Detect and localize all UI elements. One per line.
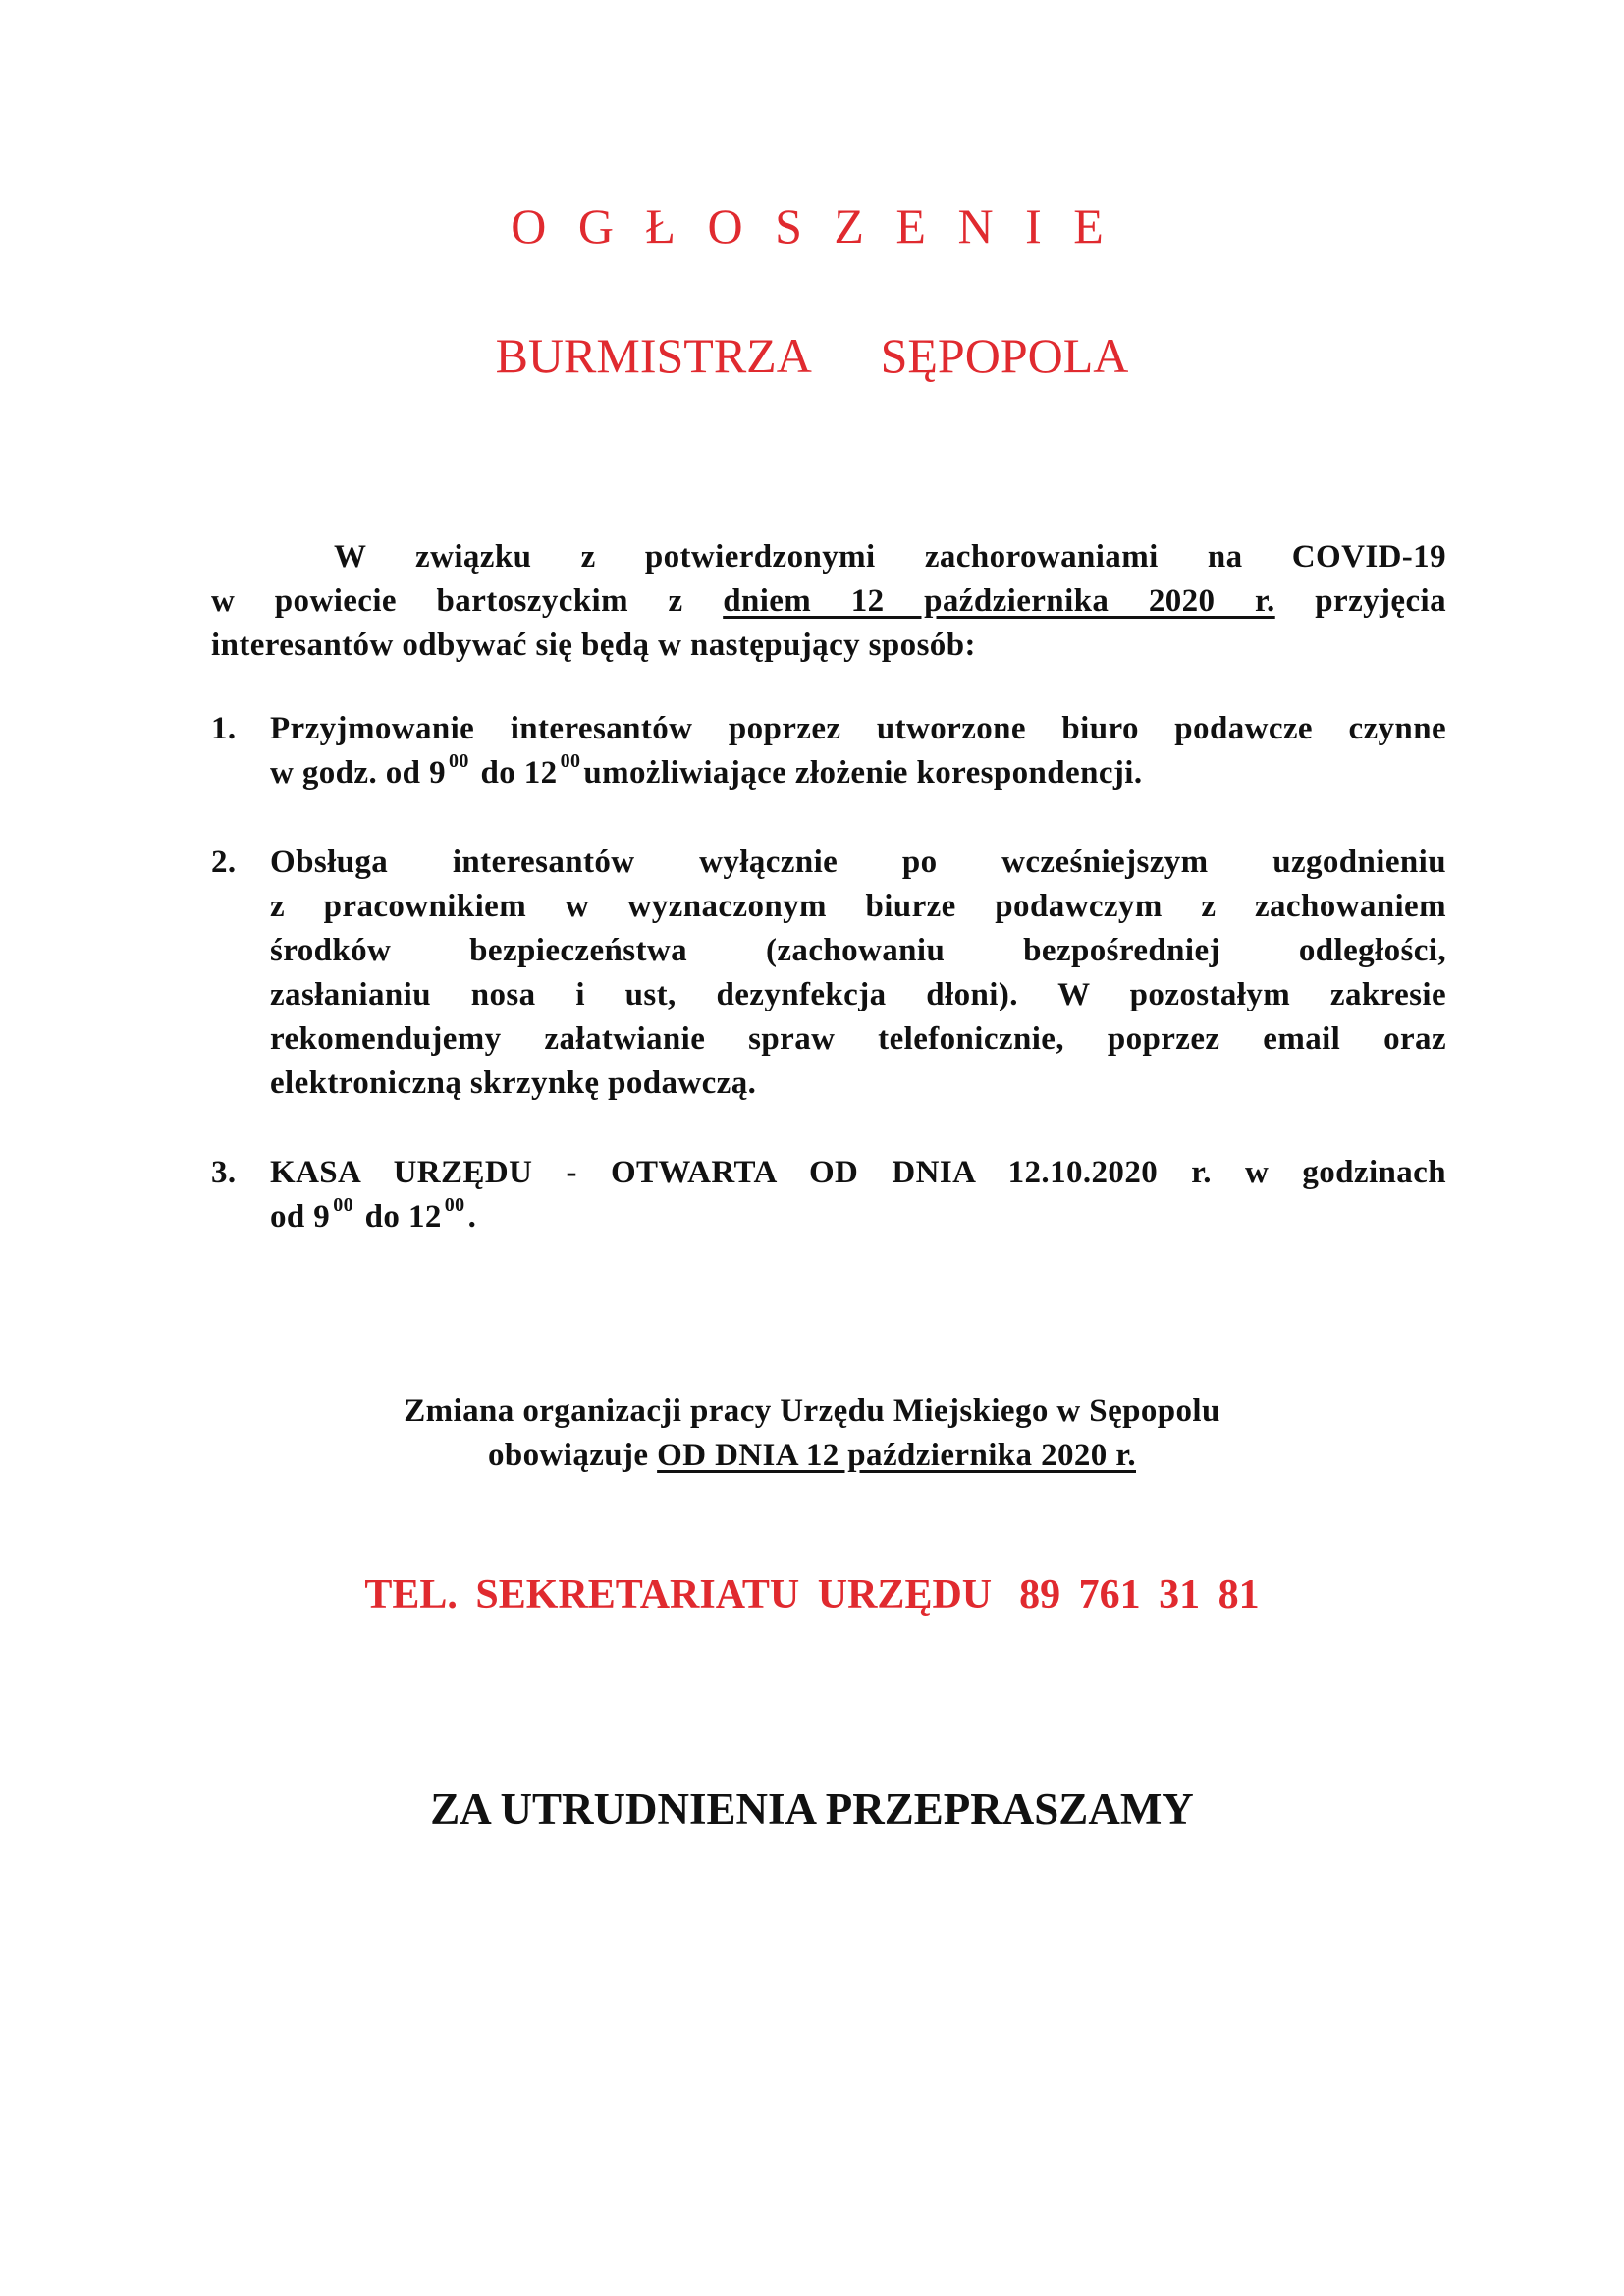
organization-change-notice xyxy=(0,1390,1624,1478)
cash-hours-to: do 12 xyxy=(364,1199,442,1234)
item-1-line-2 xyxy=(270,751,1446,795)
hours-from-minutes: 00 xyxy=(449,750,469,772)
item-1-line-1: Przyjmowanie interesantów poprzez utworzone biuro podawcze czynne xyxy=(270,711,1446,746)
phone-line xyxy=(0,1568,1624,1621)
intro-line-2 xyxy=(211,579,1446,624)
intro-line-2-end: przyjęcia xyxy=(1274,583,1446,619)
item-2-line-1: Obsługa interesantów wyłącznie po wcześniejszym uzgodnieniu xyxy=(270,845,1446,880)
cash-hours-from: od 9 xyxy=(270,1199,331,1234)
hours-to: do 12 xyxy=(480,755,558,791)
list-item-body xyxy=(270,707,1446,795)
intro-line-2-start: w powiecie bartoszyckim z xyxy=(211,583,724,619)
change-line-2 xyxy=(0,1434,1624,1478)
item-1-line-2-end: umożliwiające złożenie korespondencji. xyxy=(583,755,1143,791)
phone-label: TEL. SEKRETARIATU URZĘDU xyxy=(364,1572,993,1617)
item-2-line-4: zasłanianiu nosa i ust, dezynfekcja dłoni). W pozostałym zakresie xyxy=(270,977,1446,1012)
hours-from: w godz. od 9 xyxy=(270,755,446,791)
item-3-line-2 xyxy=(270,1195,1446,1239)
hours-to-minutes: 00 xyxy=(560,750,581,772)
intro-date-underlined: dniem 12 października 2020 r. xyxy=(723,583,1275,619)
announcement-subtitle xyxy=(0,326,1624,385)
change-line-1: Zmiana organizacji pracy Urzędu Miejskiego w Sępopolu xyxy=(404,1394,1220,1429)
item-2-line-5: rekomendujemy załatwianie spraw telefonicznie, poprzez email oraz xyxy=(270,1021,1446,1057)
announcement-title: O G Ł O S Z E N I E xyxy=(511,198,1113,253)
list-item-body xyxy=(270,1151,1446,1239)
subtitle-town: SĘPOPOLA xyxy=(880,328,1129,383)
phone-number: 89 761 31 81 xyxy=(1019,1572,1260,1617)
item-3-line-1: KASA URZĘDU - OTWARTA OD DNIA 12.10.2020 r. w godzinach xyxy=(270,1155,1446,1190)
list-item-number: 3. xyxy=(211,1155,237,1190)
list-item-number: 2. xyxy=(211,845,237,880)
item-3-line-2-end: . xyxy=(467,1199,477,1234)
intro-line-1: W związku z potwierdzonymi zachorowaniami na COVID-19 xyxy=(334,539,1446,574)
closing-apology: ZA UTRUDNIENIA PRZEPRASZAMY xyxy=(430,1784,1194,1833)
item-2-line-3: środków bezpieczeństwa (zachowaniu bezpośredniej odległości, xyxy=(270,933,1446,968)
intro-paragraph xyxy=(211,535,1446,668)
change-date-underlined: OD DNIA 12 października 2020 r. xyxy=(657,1438,1136,1473)
cash-hours-to-minutes: 00 xyxy=(444,1194,465,1216)
cash-hours-from-minutes: 00 xyxy=(333,1194,354,1216)
subtitle-mayor: BURMISTRZA xyxy=(495,328,810,383)
change-line-2-start: obowiązuje xyxy=(487,1438,658,1473)
item-2-line-6: elektroniczną skrzynkę podawczą. xyxy=(270,1066,757,1101)
item-2-line-2: z pracownikiem w wyznaczonym biurze podawczym z zachowaniem xyxy=(270,889,1446,924)
list-item-body xyxy=(270,841,1446,1106)
list-item-number: 1. xyxy=(211,711,237,746)
intro-line-3: interesantów odbywać się będą w następujący sposób: xyxy=(211,628,976,663)
